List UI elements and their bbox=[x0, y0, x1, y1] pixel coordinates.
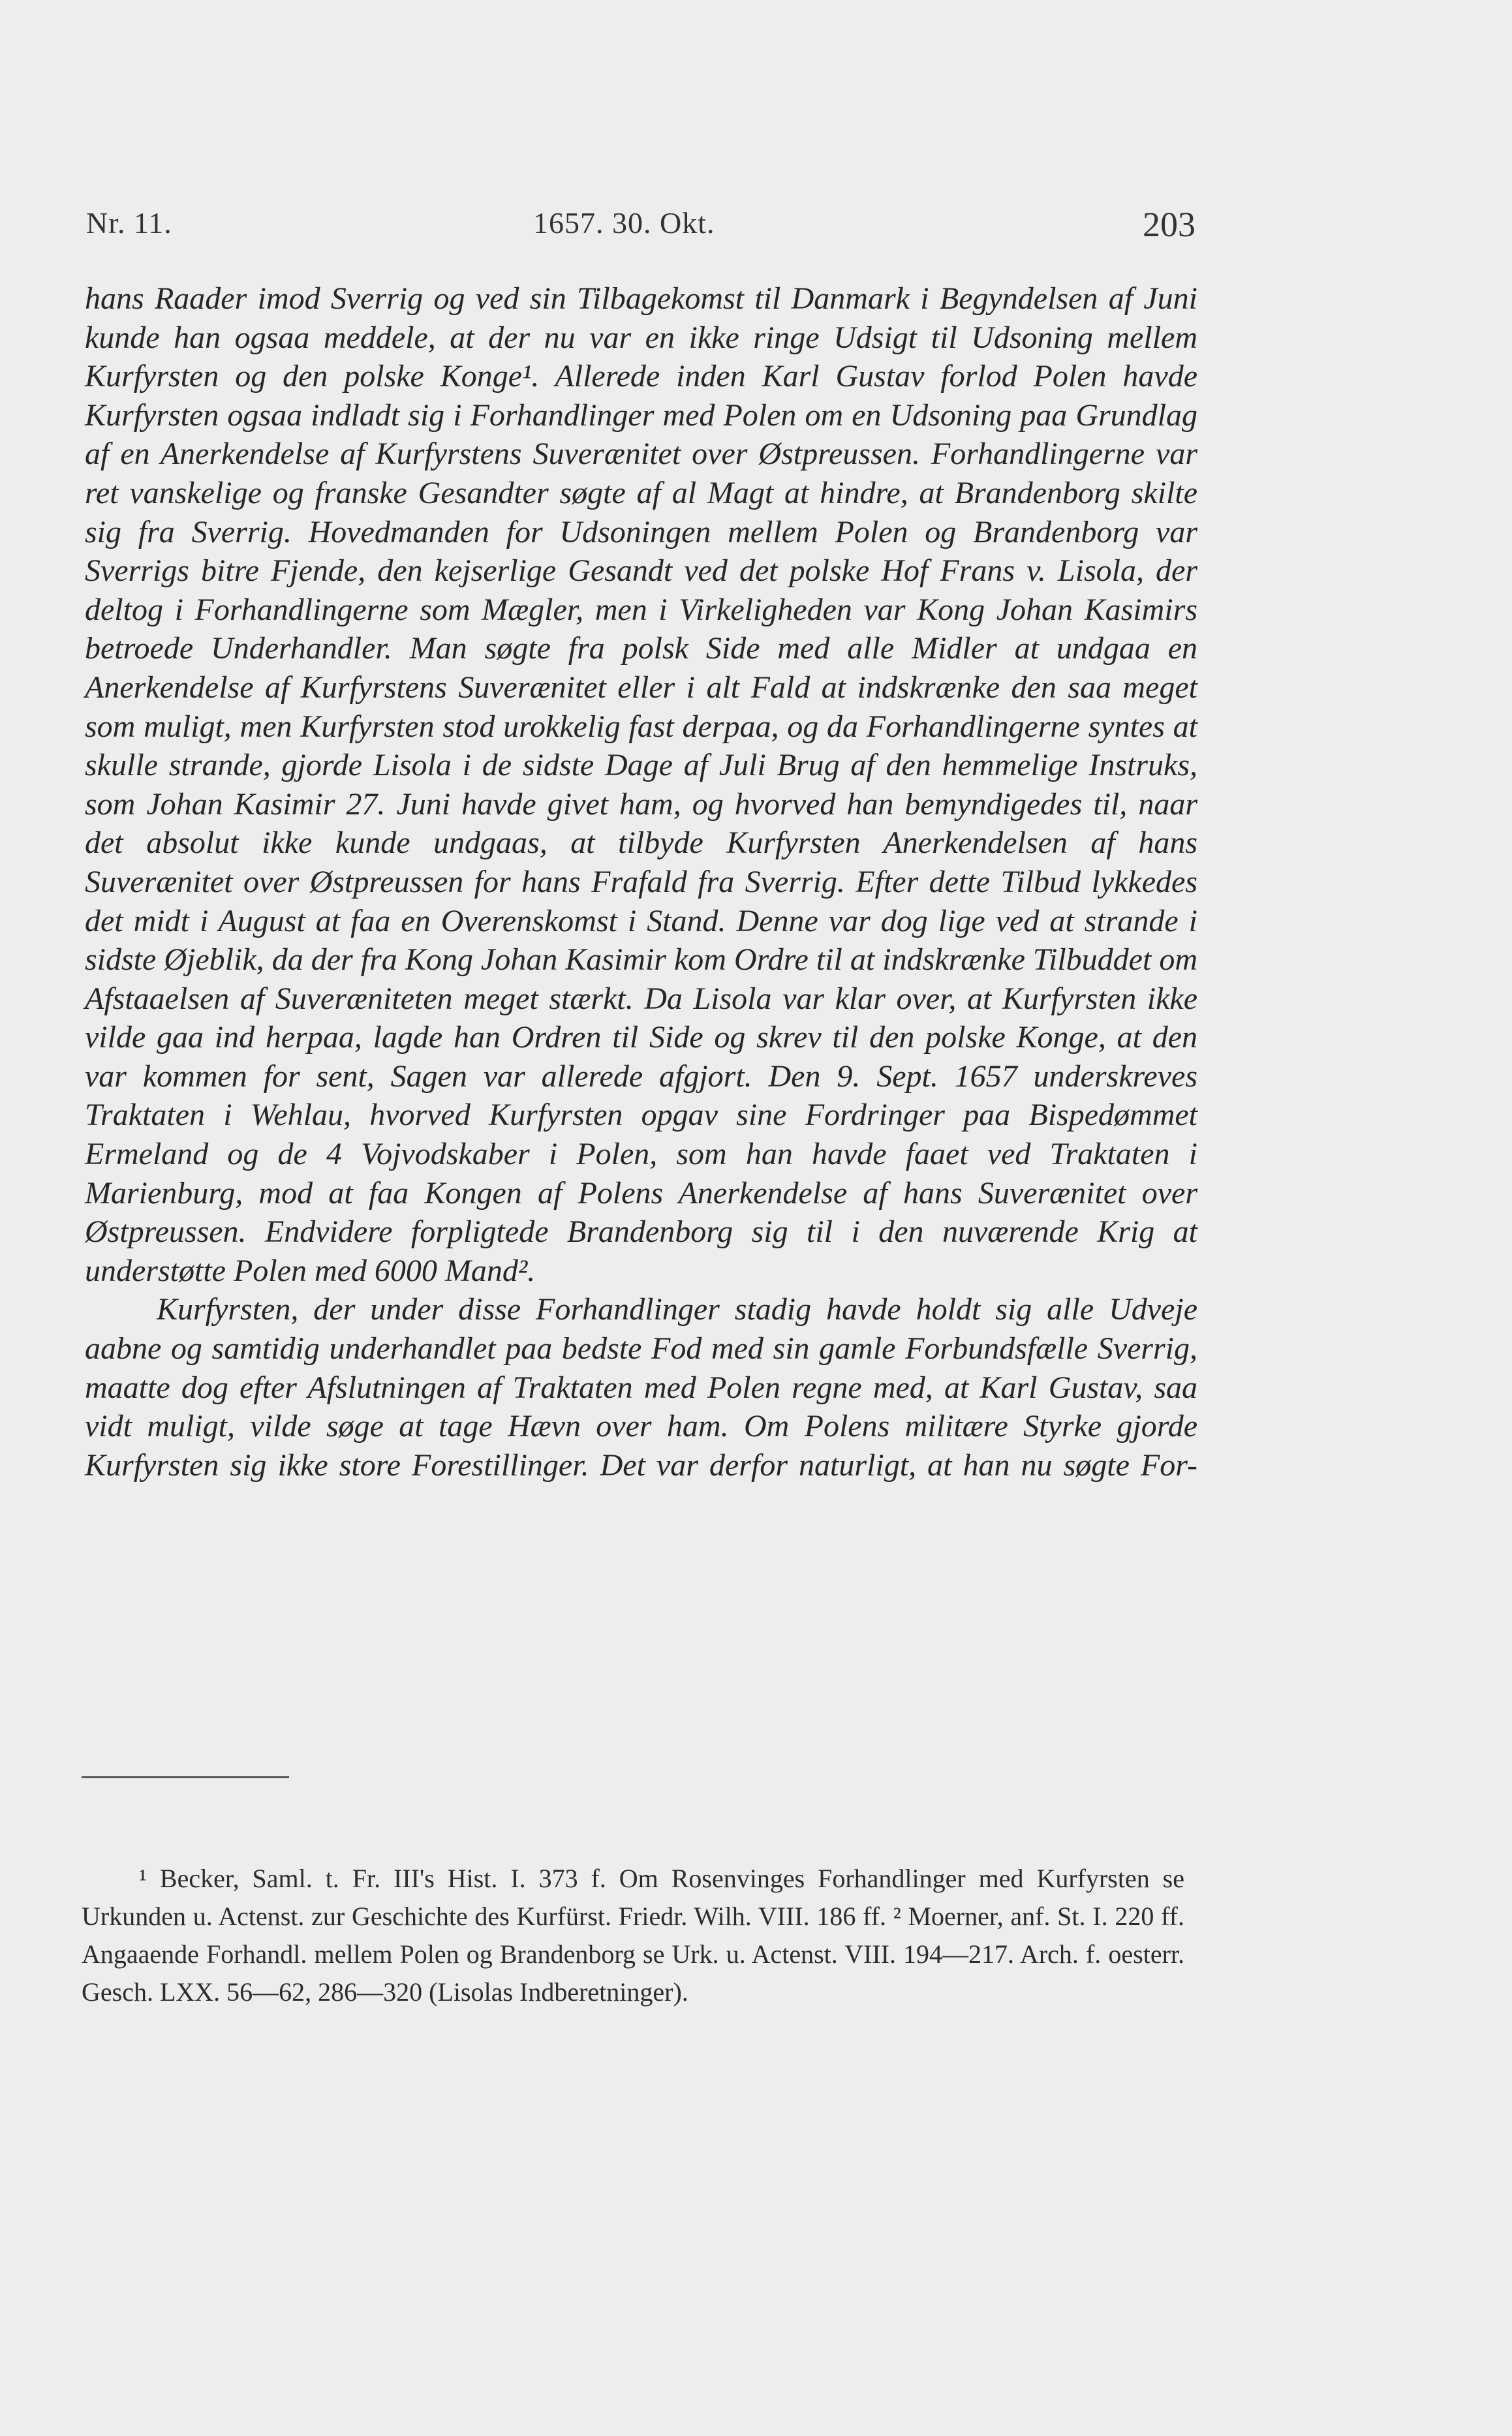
main-text bbox=[85, 279, 1197, 1485]
running-header bbox=[86, 199, 1196, 245]
document-number: Nr. 11. bbox=[86, 206, 172, 239]
footnotes bbox=[82, 1860, 1184, 2011]
paragraph: Kurfyrsten, der under disse Forhandlinger stadig havde holdt sig alle Udveje aabne og samtidig underhandlet paa bedste Fod med sin gamle Forbundsfælle Sverrig, maatte dog efter Afslutningen af Traktaten med Polen regne med, at Karl Gustav, saa vidt muligt, vilde søge at tage Hævn over ham. Om Polens militære Styrke gjorde Kurfyrsten sig ikke store Forestillinger. Det var derfor naturligt, at han nu søgte For- bbox=[85, 1292, 1197, 1483]
footnote-text: ¹ Becker, Saml. t. Fr. III's Hist. I. 373 f. Om Rosenvinges Forhandlinger med Kurfyrsten se Urkunden u. Actenst. zur Geschichte des Kurfürst. Friedr. Wilh. VIII. 186 ff. ² Moerner, anf. St. I. 220 ff. Angaaende Forhandl. mellem Polen og Brandenborg se Urk. u. Actenst. VIII. 194—217. Arch. f. oesterr. Gesch. LXX. 56—62, 286—320 (Lisolas Indberetninger). bbox=[82, 1864, 1184, 2007]
footnote-separator bbox=[82, 1776, 289, 1778]
paragraph: hans Raader imod Sverrig og ved sin Tilbagekomst til Danmark i Begyndelsen af Juni kunde han ogsaa meddele, at der nu var en ikke ringe Udsigt til Udsoning mellem Kurfyrsten og den polske Konge¹. Allerede inden Karl Gustav forlod Polen havde Kurfyrsten ogsaa indladt sig i Forhandlinger med Polen om en Udsoning paa Grundlag af en Anerkendelse af Kurfyrstens Suverænitet over Østpreussen. Forhandlingerne var ret vanskelige og franske Gesandter søgte af al Magt at hindre, at Brandenborg skilte sig fra Sverrig. Hovedmanden for Udsoningen mellem Polen og Brandenborg var Sverrigs bitre Fjende, den kejserlige Gesandt ved det polske Hof Frans v. Lisola, der deltog i Forhandlingerne som Mægler, men i Virkeligheden var Kong Johan Kasimirs betroede Underhandler. Man søgte fra polsk Side med alle Midler at undgaa en Anerkendelse af Kurfyrstens Suverænitet eller i alt Fald at indskrænke den saa meget som muligt, men Kurfyrsten stod urokkelig fast derpaa, og da Forhandlingerne syntes at skulle strande, gjorde Lisola i de sidste Dage af Juli Brug af den hemmelige Instruks, som Johan Kasimir 27. Juni havde givet ham, og hvorved han bemyndigedes til, naar det absolut ikke kunde undgaas, at tilbyde Kurfyrsten Anerkendelsen af hans Suverænitet over Østpreussen for hans Frafald fra Sverrig. Efter dette Tilbud lykkedes det midt i August at faa en Overenskomst i Stand. Denne var dog lige ved at strande i sidste Øjeblik, da der fra Kong Johan Kasimir kom Ordre til at indskrænke Tilbuddet om Afstaaelsen af Suveræniteten meget stærkt. Da Lisola var klar over, at Kurfyrsten ikke vilde gaa ind herpaa, lagde han Ordren til Side og skrev til den polske Konge, at den var kommen for sent, Sagen var allerede afgjort. Den 9. Sept. 1657 underskreves Traktaten i Wehlau, hvorved Kurfyrsten opgav sine Fordringer paa Bispedømmet Ermeland og de 4 Vojvodskaber i Polen, som han havde faaet ved Traktaten i Marienburg, mod at faa Kongen af Polens Anerkendelse af hans Suverænitet over Østpreussen. Endvidere forpligtede Brandenborg sig til i den nuværende Krig at understøtte Polen med 6000 Mand². bbox=[85, 281, 1197, 1288]
page-number: 203 bbox=[1143, 205, 1196, 244]
document-date: 1657. 30. Okt. bbox=[533, 206, 715, 239]
